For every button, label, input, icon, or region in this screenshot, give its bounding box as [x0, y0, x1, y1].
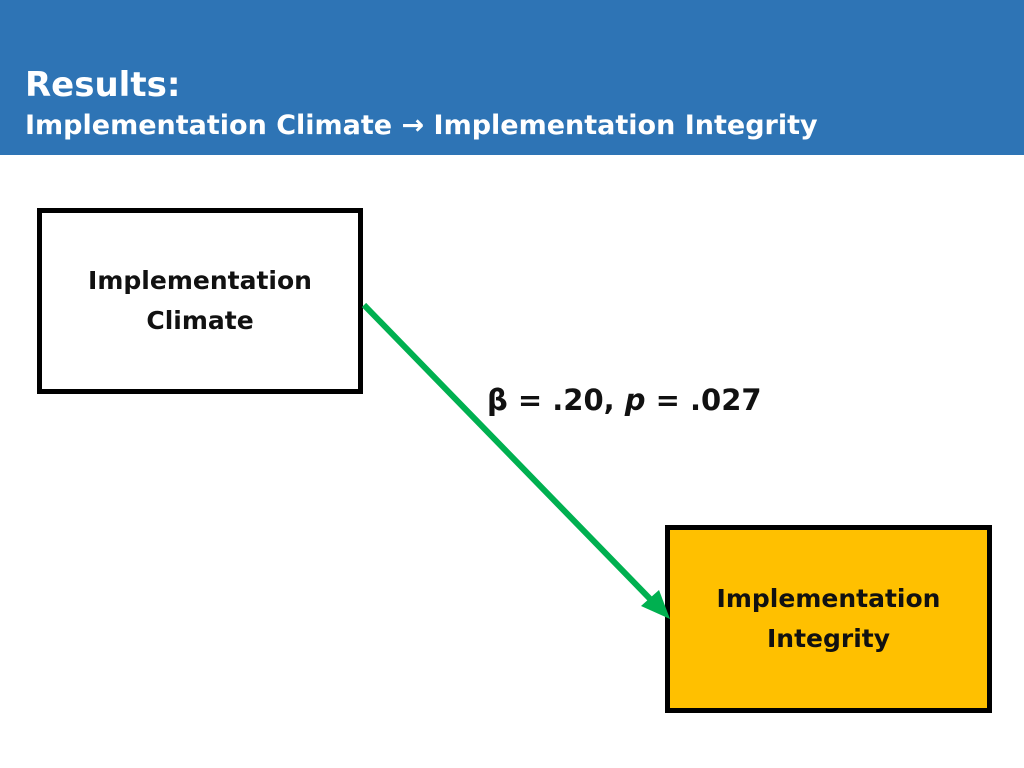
p-symbol: p — [624, 383, 646, 417]
page-title: Results: — [25, 65, 181, 105]
p-value-text: = .027 — [645, 383, 762, 417]
path-coefficient — [487, 380, 762, 420]
page-subtitle: Implementation Climate → Implementation Integrity — [25, 110, 818, 141]
implementation-integrity-label: Implementation Integrity — [716, 584, 941, 653]
path-arrow-line — [364, 305, 655, 604]
beta-text: β = .20, — [487, 383, 625, 417]
implementation-climate-label: Implementation Climate — [88, 266, 312, 335]
